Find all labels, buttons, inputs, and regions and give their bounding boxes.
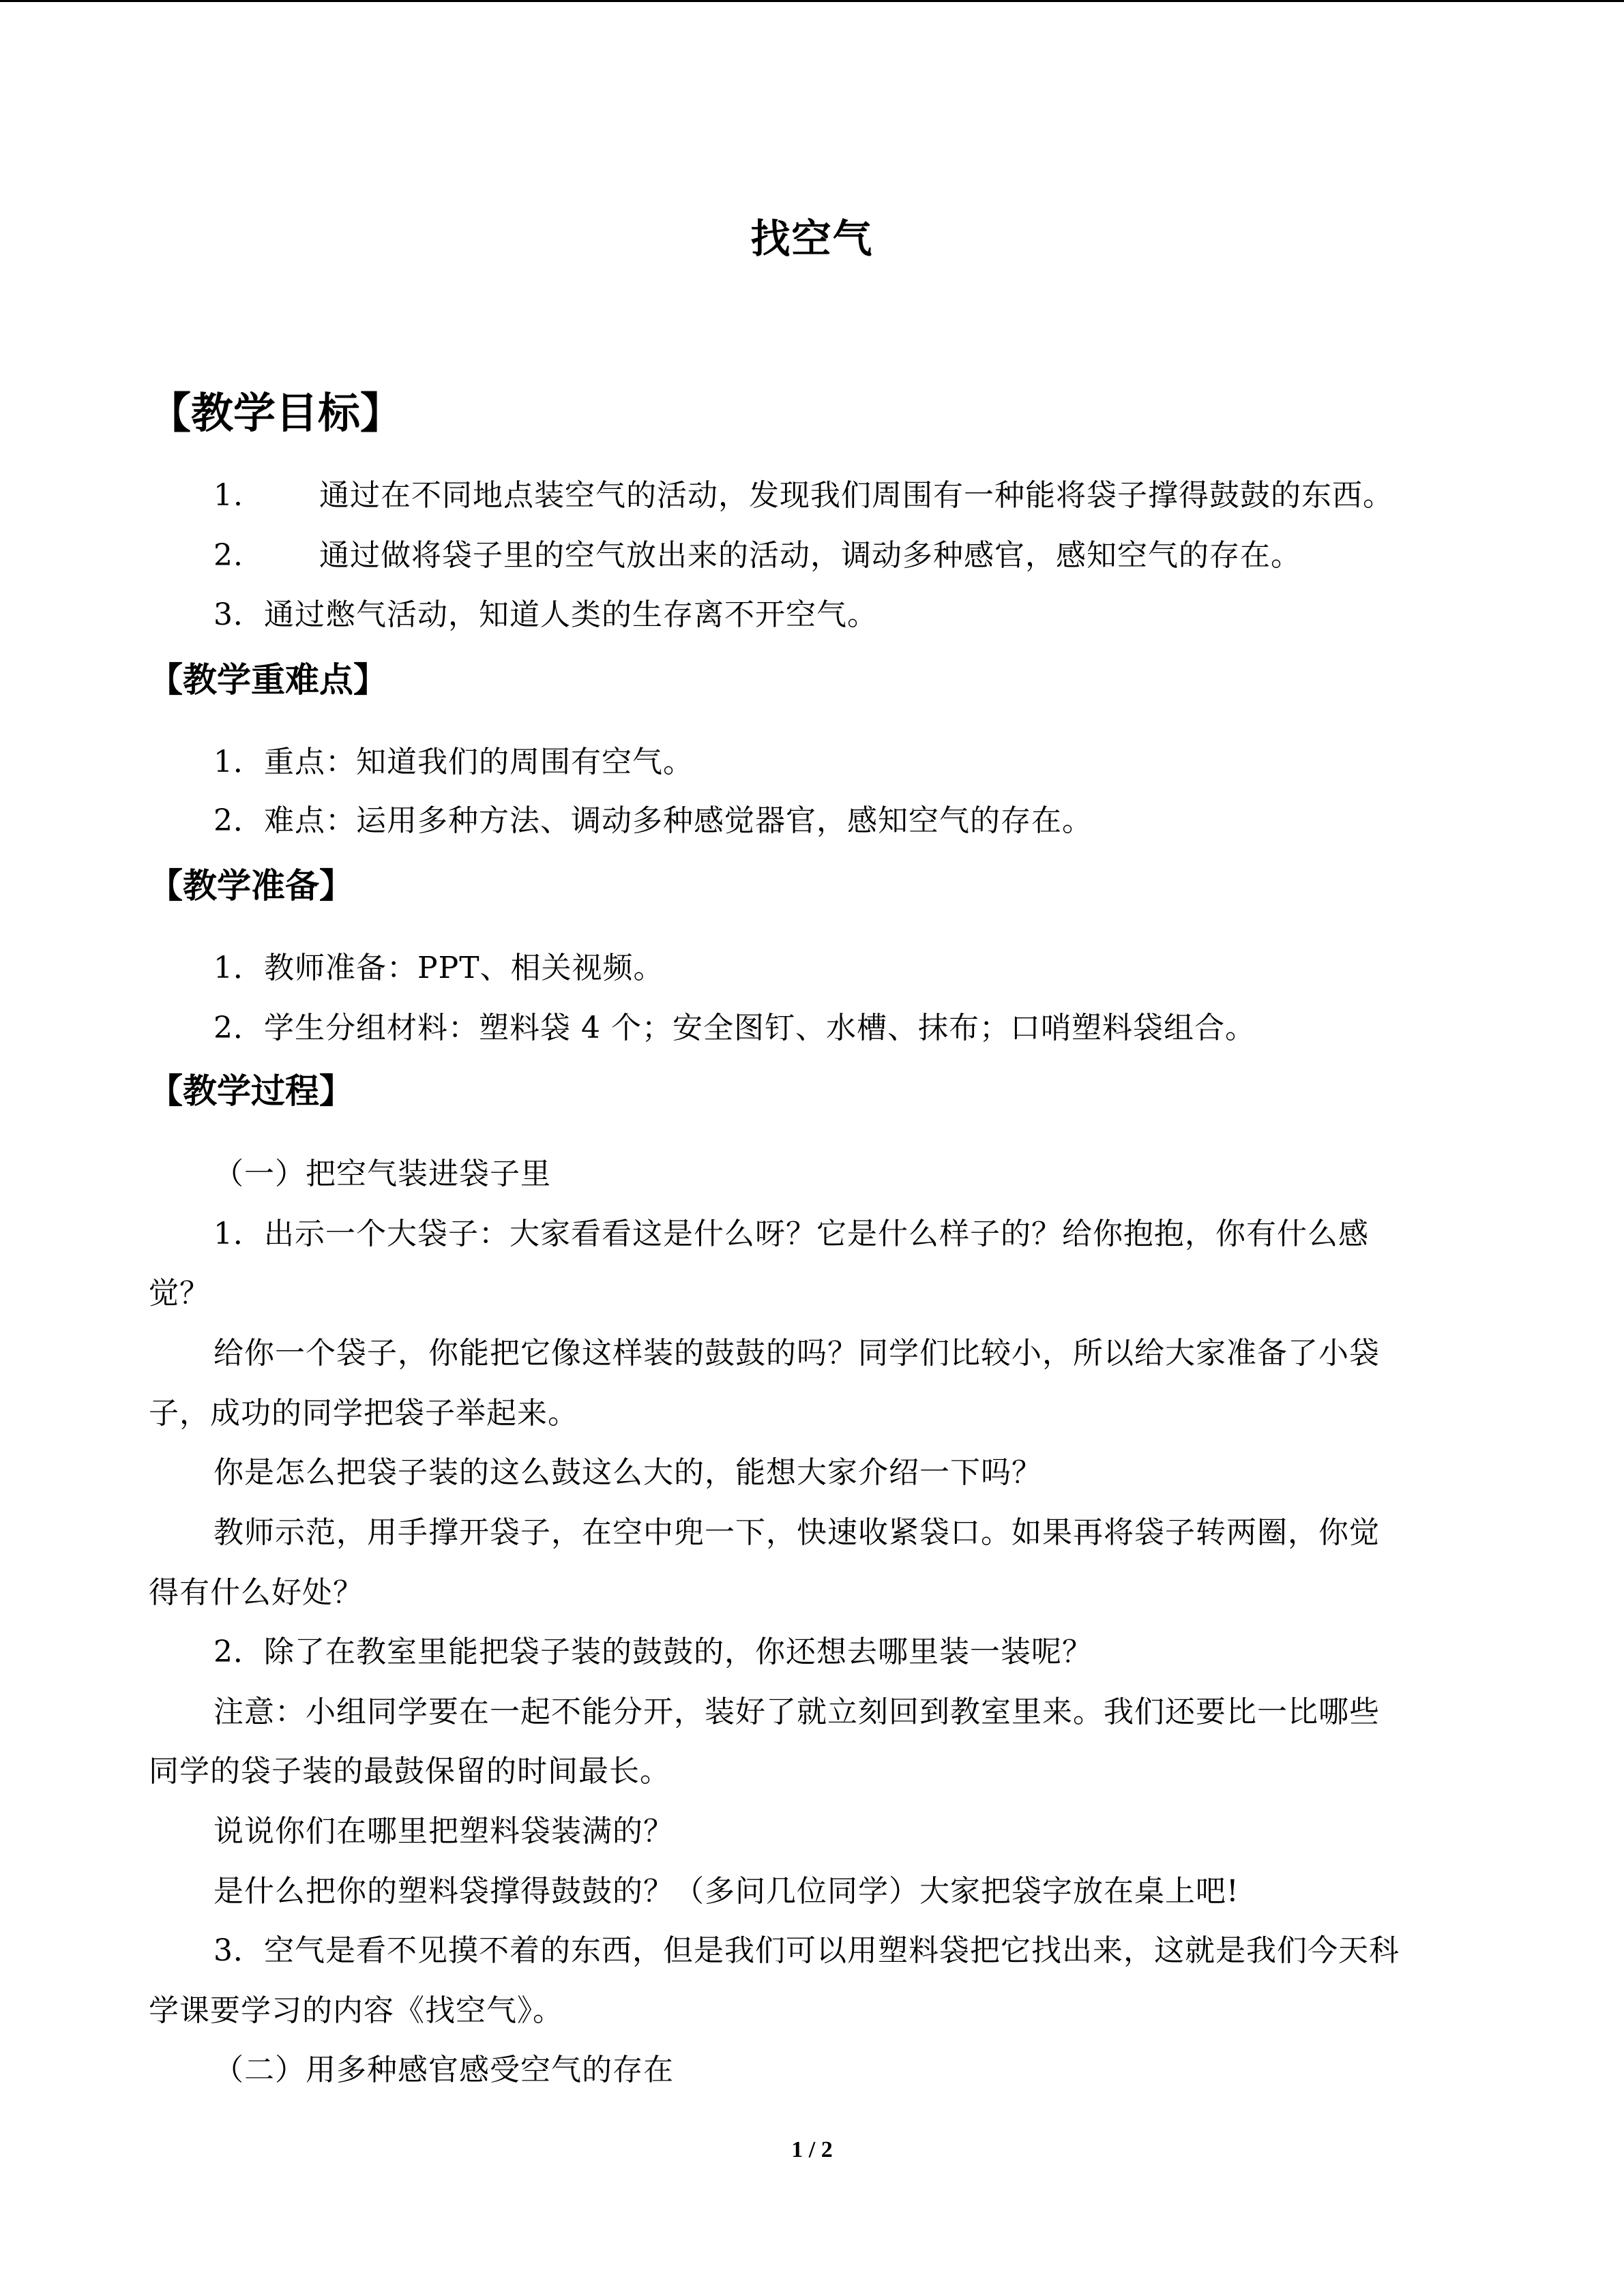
document-title: 找空气 (750, 215, 874, 262)
preparation-item-1: 1．教师准备：PPT、相关视频。 (213, 951, 664, 985)
process-line: 同学的袋子装的最鼓保留的时间最长。 (149, 1754, 670, 1789)
process-line: 你是怎么把袋子装的这么鼓这么大的，能想大家介绍一下吗？ (213, 1455, 1042, 1490)
process-line: 给你一个袋子，你能把它像这样装的鼓鼓的吗？同学们比较小，所以给大家准备了小袋 (213, 1336, 1380, 1371)
objective-item-1 (213, 475, 1393, 516)
objective-item-2 (213, 535, 1301, 576)
objective-item-2-text: 通过做将袋子里的空气放出来的活动，调动多种感官，感知空气的存在。 (319, 538, 1301, 573)
objective-item-2-number: 2. (213, 538, 243, 573)
process-line: 是什么把你的塑料袋撑得鼓鼓的？（多问几位同学）大家把袋字放在桌上吧! (213, 1874, 1239, 1909)
process-line: 学课要学习的内容《找空气》。 (149, 1993, 563, 2028)
process-line: 2．除了在教室里能把袋子装的鼓鼓的，你还想去哪里装一装呢？ (213, 1635, 1093, 1669)
objective-item-3: 3．通过憋气活动，知道人类的生存离不开空气。 (213, 597, 878, 632)
page-number: 1 / 2 (791, 2137, 833, 2162)
process-line: 得有什么好处？ (149, 1575, 364, 1610)
process-line: 子，成功的同学把袋子举起来。 (149, 1396, 578, 1431)
process-line: 注意：小组同学要在一起不能分开，装好了就立刻回到教室里来。我们还要比一比哪些 (213, 1695, 1380, 1729)
process-subheading-2: （二）用多种感官感受空气的存在 (213, 2053, 674, 2087)
process-line: 教师示范，用手撑开袋子，在空中兜一下，快速收紧袋口。如果再将袋子转两圈，你觉 (213, 1515, 1380, 1550)
objective-item-1-text: 通过在不同地点装空气的活动，发现我们周围有一种能将袋子撑得鼓鼓的东西。 (319, 478, 1393, 513)
heading-process: 【教学过程】 (149, 1071, 353, 1111)
key-point-item-2: 2．难点：运用多种方法、调动多种感觉器官，感知空气的存在。 (213, 803, 1093, 838)
key-point-item-1: 1．重点：知道我们的周围有空气。 (213, 745, 694, 779)
heading-objectives: 【教学目标】 (149, 388, 403, 438)
process-subheading-1: （一）把空气装进袋子里 (213, 1157, 551, 1191)
preparation-item-2: 2．学生分组材料：塑料袋 4 个；安全图钉、水槽、抹布；口哨塑料袋组合。 (213, 1011, 1256, 1045)
process-line: 觉？ (149, 1276, 210, 1311)
heading-preparation: 【教学准备】 (149, 866, 353, 906)
process-line: 3．空气是看不见摸不着的东西，但是我们可以用塑料袋把它找出来，这就是我们今天科 (213, 1933, 1400, 1968)
objective-item-1-number: 1. (213, 478, 243, 513)
process-line: 1．出示一个大袋子：大家看看这是什么呀？它是什么样子的？给你抱抱，你有什么感 (213, 1217, 1369, 1251)
heading-key-points: 【教学重难点】 (149, 660, 387, 700)
process-line: 说说你们在哪里把塑料袋装满的？ (213, 1814, 674, 1849)
